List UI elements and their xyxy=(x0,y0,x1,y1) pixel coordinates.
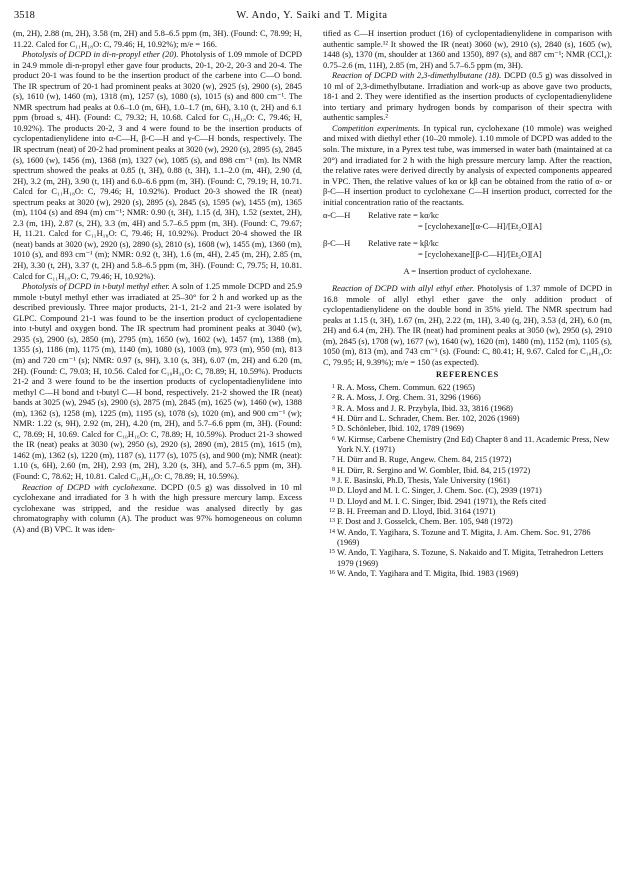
reference-text: W. Ando, T. Yagihara and T. Migita, Ibid. 1983 (1969) xyxy=(337,569,519,579)
reference-text: W. Ando, T. Yagihara, S. Tozune, S. Nakaido and T. Migita, Tetrahedron Letters 1979 (1969) xyxy=(337,548,604,568)
reference-number: 4 xyxy=(332,414,335,421)
reference-item xyxy=(323,528,612,549)
reference-number: 12 xyxy=(329,508,335,515)
reference-number: 8 xyxy=(332,466,335,473)
paragraph-text: Photolysis of 1.37 mmole of DCPD in 16.8 mmole of allyl ethyl ether gave the only addition product of cyclopentadienylidene on the double bond in 35% yield. The NMR spectrum had peaks at 1.15 (t, 3H), 1.67 (m, 2H), 2.22 (m, 1H), 3.40 (q, 2H), 3.53 (d, 2H), 6.0 (m, 2H) and 6.4 (m, 2H). The IR (neat) had prominent peaks at 3050 (w), 2950 (s), 2910 (m), 2845 (s), 1708 (w), 1677 (w), 1640 (w), 1620 (m), 1480 (m), 1152 (m), 1105 (s), 1050 (m), 813 (m), and 743 cm⁻¹ (s). (Found: C, 80.41; H, 9.67. Calcd for C₁₀H₁₄O: C, 79.95; H, 9.39%); m/e = 150 (as expected). xyxy=(323,283,612,367)
section-run-in-title: Competition experiments. xyxy=(332,122,421,133)
section-run-in-title: Reaction of DCPD with allyl ethyl ether. xyxy=(332,283,475,294)
reference-text: F. Dost and J. Gosselck, Chem. Ber. 105, 948 (1972) xyxy=(337,517,513,527)
reference-text: R. A. Moss, Chem. Commun. 622 (1965) xyxy=(337,382,475,392)
paragraph xyxy=(323,28,612,70)
section-run-in-title: Photolysis of DCPD in di-n-propyl ether (20). xyxy=(22,49,179,60)
right-column-top xyxy=(323,28,612,207)
reference-item xyxy=(323,414,612,424)
reference-number: 7 xyxy=(332,456,335,463)
reference-number: 6 xyxy=(332,435,335,442)
rate-equations xyxy=(323,210,612,259)
reference-text: W. Kirmse, Carbene Chemistry (2nd Ed) Chapter 8 and 11. Academic Press, New York N.Y. (1971) xyxy=(337,434,610,455)
right-column xyxy=(323,28,612,579)
paragraph xyxy=(13,28,302,49)
paragraph xyxy=(323,123,612,207)
reference-item xyxy=(323,393,612,403)
paragraph xyxy=(13,482,302,535)
paragraph-text: A soln of 1.25 mmole DCPD and 25.9 mmole t-butyl methyl ether was irradiated at 25–30° for 2 h and worked up as the described previously. Three major products, 21-1, 21-2 and 21-3 were isolated by GLPC. Compound 21-1 was found to be the insertion product of cyclopentadiene into t-butyl and oxygen bond. The IR spectrum had prominent peaks at 3040 (w), 2935 (s), 2900 (s), 2850 (m), 2795 (m), 1650 (w), 1602 (w), 1457 (m), 1388 (m), 1355 (s), 1186 (m), 1175 (m), 1140 (m), 1080 (s), 1003 (m), 973 (m), 950 (m), 813 (m) and 720 cm⁻¹ (s); NMR: 0.97 (s, 9H), 3.10 (s, 3H), 6.07 (m, 2H) and 6.20 (m, 2H). (Found: C, 79.03; H, 10.56. Calcd for C₁₀H₁₆O: C, 78.89; H, 10.59%). Products 21-2 and 3 were found to be the insertion products of cyclopentadienylidene into methyl C—H bond and t-butyl C—H bond, respectively. 21-2 showed the IR (neat) bands at 3025 (w), 2945 (s), 2900 (s), 2875 (m), 2845 (m), 1625 (w), 1460 (w), 1388 (m), 1362 (s), 1258 (m), 1225 (m), 1195 (s), 1078 (s), 1020 (m), and 900 cm⁻¹ (w); NMR: 1.22 (s, 9H), 2.92 (m, 2H), 4.20 (m, 2H), and 5.7–6.6 ppm (m, 3H). (Found: C, 78.69; H, 10.69. Calcd for C₁₀H₁₆O: C, 78.89; H, 10.59%). Product 21-3 showed the IR (neat) peaks at 3030 (w), 2950 (s), 2920 (s), 2890 (m), 2815 (m), 1615 (m), 1462 (m), 1362 (s), 1220 (m), 1187 (s), 1177 (s), 1075 (s), and 900 (m); NMR (neat): 1.10 (s, 6H), 2.60 (m, 2H), 2.93 (m, 2H), 3.20 (s, 3H), and 5.7–6.5 ppm (m, 3H). (Found: C, 78.62; H, 10.81. Calcd C₁₀H₁₆O: C, 78.89; H, 10.59%). xyxy=(13,281,302,481)
reference-item xyxy=(323,486,612,496)
reference-number: 15 xyxy=(329,549,335,556)
equation-note: A = Insertion product of cyclohexane. xyxy=(403,266,532,277)
reference-item xyxy=(323,497,612,507)
reference-text: H. Dürr and L. Schrader, Chem. Ber. 102, 2026 (1969) xyxy=(337,413,520,423)
reference-number: 11 xyxy=(329,497,335,504)
reference-number: 2 xyxy=(332,394,335,401)
reference-item xyxy=(323,383,612,393)
page-number: 3518 xyxy=(14,10,35,21)
reference-text: R. A. Moss, J. Org. Chem. 31, 3296 (1966) xyxy=(337,393,481,403)
paragraph-text: (m, 2H), 2.88 (m, 2H), 3.58 (m, 2H) and 5.8–6.5 ppm (m, 3H). (Found: C, 78.99; H, 11.22. Calcd for C₁₁H₁₈O: C, 79.46; H, 10.92%); m/e = 166. xyxy=(13,28,302,49)
reference-item xyxy=(323,517,612,527)
paragraph-text: Photolysis of 1.09 mmole of DCPD in 24.9 mmole di-n-propyl ether gave four products, 20-1, 20-2, 20-3 and 20-4. The product 20-1 was found to be the insertion product of the carbene into C—O bond. The IR spectrum of 20-1 had prominent peaks at 3020 (w), 2925 (s), 2900 (s), 2845 (s), 1610 (w), 1460 (m), 1318 (m), 1257 (s), 1080 (s), 1015 (s) and 800 cm⁻¹. The NMR spectrum had peaks at 0.6–1.0 (m, 6H), 1.0–1.7 (m, 6H), 3.10 (t, 2H) and 6.1 ppm (broad s, 4H). (Found: C, 79.32; H, 10.68. Calcd for C₁₁H₁₈O: C, 79.46; H, 10.92%). The products 20-2, 3 and 4 were found to be the insertion products of cyclopentadienylidene into α-C—H, β-C—H and γ-C—H bonds, respectively. The IR spectrum (neat) of 20-2 had prominent peaks at 3020 (w), 2920 (s), 2895 (s), 2845 (s), 1600 (w), 1456 (m), 1368 (m), 1327 (w), 1085 (s), and 898 cm⁻¹ (m). Its NMR spectrum showed the peaks at 0.85 (t, 3H), 0.88 (t, 3H), 1.1–2.0 (m, 4H), 2.90 (d, 2H), 3.2 (m, 2H), 3.90 (t, 1H) and 6.0–6.6 ppm (m, 3H). (Found: C, 79.19; H, 10.71. Calcd for C₁₁H₁₈O: C, 79.46; H, 10.92%). Product 20-3 showed the IR (neat) spectrum peaks at 3020 (w), 2920 (s), 2895 (s), 2845 (s), 1595 (w), 1455 (m), 1365 (m), 1104 (s) and 894 (m) cm⁻¹; NMR: 0.90 (t, 3H), 1.15 (d, 3H), 1.52 (sextet, 2H), 2.3 (m, 1H), 2.87 (s, 2H), 3.3 (m, 4H) and 5.7–6.5 ppm (m, 3H). (Found: C, 79.67; H, 11.21. Calcd for C₁₁H₁₈O: C, 79.46; H, 10.92%). Product 20-4 showed the IR (neat) bands at 3020 (w), 2920 (s), 2890 (s), 2810 (s), 1608 (w), 1455 (m), 1360 (m), 1010 (s), and 893 cm⁻¹ (m); NMR: 0.92 (t, 3H), 1.6 (m, 4H), 2.45 (m, 2H), 2.85 (m, 2H), 3.30 (t, 2H), 3.37 (t, 2H) and 5.8–6.5 ppm (m, 3H). (Found: C, 79.75; H, 10.81. Calcd for C₁₁H₁₈O: C, 79.46; H, 10.92%). xyxy=(13,49,302,281)
references-list xyxy=(323,383,612,580)
reference-item xyxy=(323,455,612,465)
reference-number: 9 xyxy=(332,477,335,484)
reference-text: H. Dürr and B. Ruge, Angew. Chem. 84, 215 (1972) xyxy=(337,455,512,465)
section-run-in-title: Reaction of DCPD with cyclohexane. xyxy=(22,481,157,492)
paragraph-text: In typical run, cyclohexane (10 mmole) was weighed and mixed with diethyl ether (10–20 mmole). 1.10 mmole of DCPD was added to the soln. The mixture, in a Pyrex test tube, was immersed in water bath (maintained at ca 20°) and irradiated for 2 h with the high pressure mercury lamp. After the reaction, the relative rates were derived directly by analysis of expected components appeared in VPC. Then, the relative values of kα or kβ can be obtained from the ratio of α- or β-C—H insertion product to cyclohexane C—H insertion product, corrected for the initial concentration ratio of the reactants. xyxy=(323,122,612,207)
paragraph xyxy=(13,49,302,281)
reference-item xyxy=(323,424,612,434)
equation-label: β-C—H xyxy=(323,238,351,249)
reference-text: W. Ando, T. Yagihara, S. Tozune and T. Migita, J. Am. Chem. Soc. 91, 2786 (1969) xyxy=(337,527,591,548)
equation-line-1: Relative rate = kβ/kc xyxy=(368,238,439,249)
reference-number: 10 xyxy=(329,487,335,494)
rate-equation xyxy=(323,210,612,231)
reference-text: R. A. Moss and J. R. Przybyla, Ibid. 33, 3816 (1968) xyxy=(337,403,513,413)
reference-item xyxy=(323,476,612,486)
reference-text: D. Schönleber, Ibid. 102, 1789 (1969) xyxy=(337,424,464,434)
reference-number: 1 xyxy=(332,383,335,390)
reference-text: B. H. Freeman and D. Lloyd, Ibid. 3164 (1971) xyxy=(337,507,496,517)
paragraph xyxy=(13,281,302,481)
rate-equation xyxy=(323,238,612,259)
reference-item xyxy=(323,435,612,456)
section-run-in-title: Photolysis of DCPD in t-butyl methyl ether. xyxy=(22,281,170,292)
section-run-in-title: Reaction of DCPD with 2,3-dimethylbutane (18). xyxy=(332,70,502,81)
left-column xyxy=(13,28,302,534)
paragraph-text: tified as C—H insertion product (16) of cyclopentadienylidene in comparison with authentic sample.¹² It showed the IR (neat) 3060 (w), 2910 (s), 2840 (s), 1605 (w), 1448 (s), 1370 (m, shoulder at 1360 and 1350), 897 (s), and 887 cm⁻¹; NMR (CCl₄): 0.75–2.6 (m, 11H), 2.85 (m, 2H) and 5.7–6.5 ppm (m, 3H). xyxy=(323,28,612,70)
paragraph xyxy=(323,283,612,367)
reference-item xyxy=(323,569,612,579)
reference-number: 16 xyxy=(329,570,335,577)
reference-text: D. Lloyd and M. I. C. Singer, Ibid. 2941 (1971), the Refs cited xyxy=(337,496,546,506)
paragraph-text: DCPD (0.5 g) was dissolved in 10 ml cyclohexane and irradiated for 3 h with the high pressure mercury lamp. Excess cyclohexane was stripped, and the residue was analysed directly by gas chromatography with column (A). The product was 97% homogeneous on column (A) and (B) VPC. It was iden- xyxy=(13,481,302,534)
page-header xyxy=(14,10,610,28)
reference-item xyxy=(323,466,612,476)
reference-number: 13 xyxy=(329,518,335,525)
right-column-bottom xyxy=(323,283,612,367)
equation-line-1: Relative rate = kα/kc xyxy=(368,210,439,221)
reference-number: 3 xyxy=(332,404,335,411)
running-title: W. Ando, Y. Saiki and T. Migita xyxy=(236,10,388,21)
reference-number: 14 xyxy=(329,528,335,535)
equation-line-2: = [cyclohexane][β-C—H]/[Et₂O][A] xyxy=(418,248,542,259)
reference-text: D. Lloyd and M. I. C. Singer, J. Chem. Soc. (C), 2939 (1971) xyxy=(337,486,542,496)
reference-text: J. E. Basinski, Ph.D, Thesis, Yale University (1961) xyxy=(337,476,510,486)
paragraph-text: DCPD (0.5 g) was dissolved in 10 ml of 2,3-dimethylbutane. Irradiation and work-up as above gave two products, 18-1 and 2. They were identified as the insertion products of cyclopentadienylidene into tertiary and primary hydrogen bonds by comparison of their spectra with authentic samples.² xyxy=(323,70,613,123)
reference-item xyxy=(323,548,612,569)
equation-label: α-C—H xyxy=(323,210,351,221)
reference-text: H. Dürr, R. Sergino and W. Gombler, Ibid. 84, 215 (1972) xyxy=(337,465,531,475)
equation-line-2: = [cyclohexane][α-C—H]/[Et₂O][A] xyxy=(418,220,542,231)
references-heading: REFERENCES xyxy=(435,370,500,380)
paragraph xyxy=(323,70,612,123)
reference-item xyxy=(323,404,612,414)
reference-item xyxy=(323,507,612,517)
reference-number: 5 xyxy=(332,425,335,432)
